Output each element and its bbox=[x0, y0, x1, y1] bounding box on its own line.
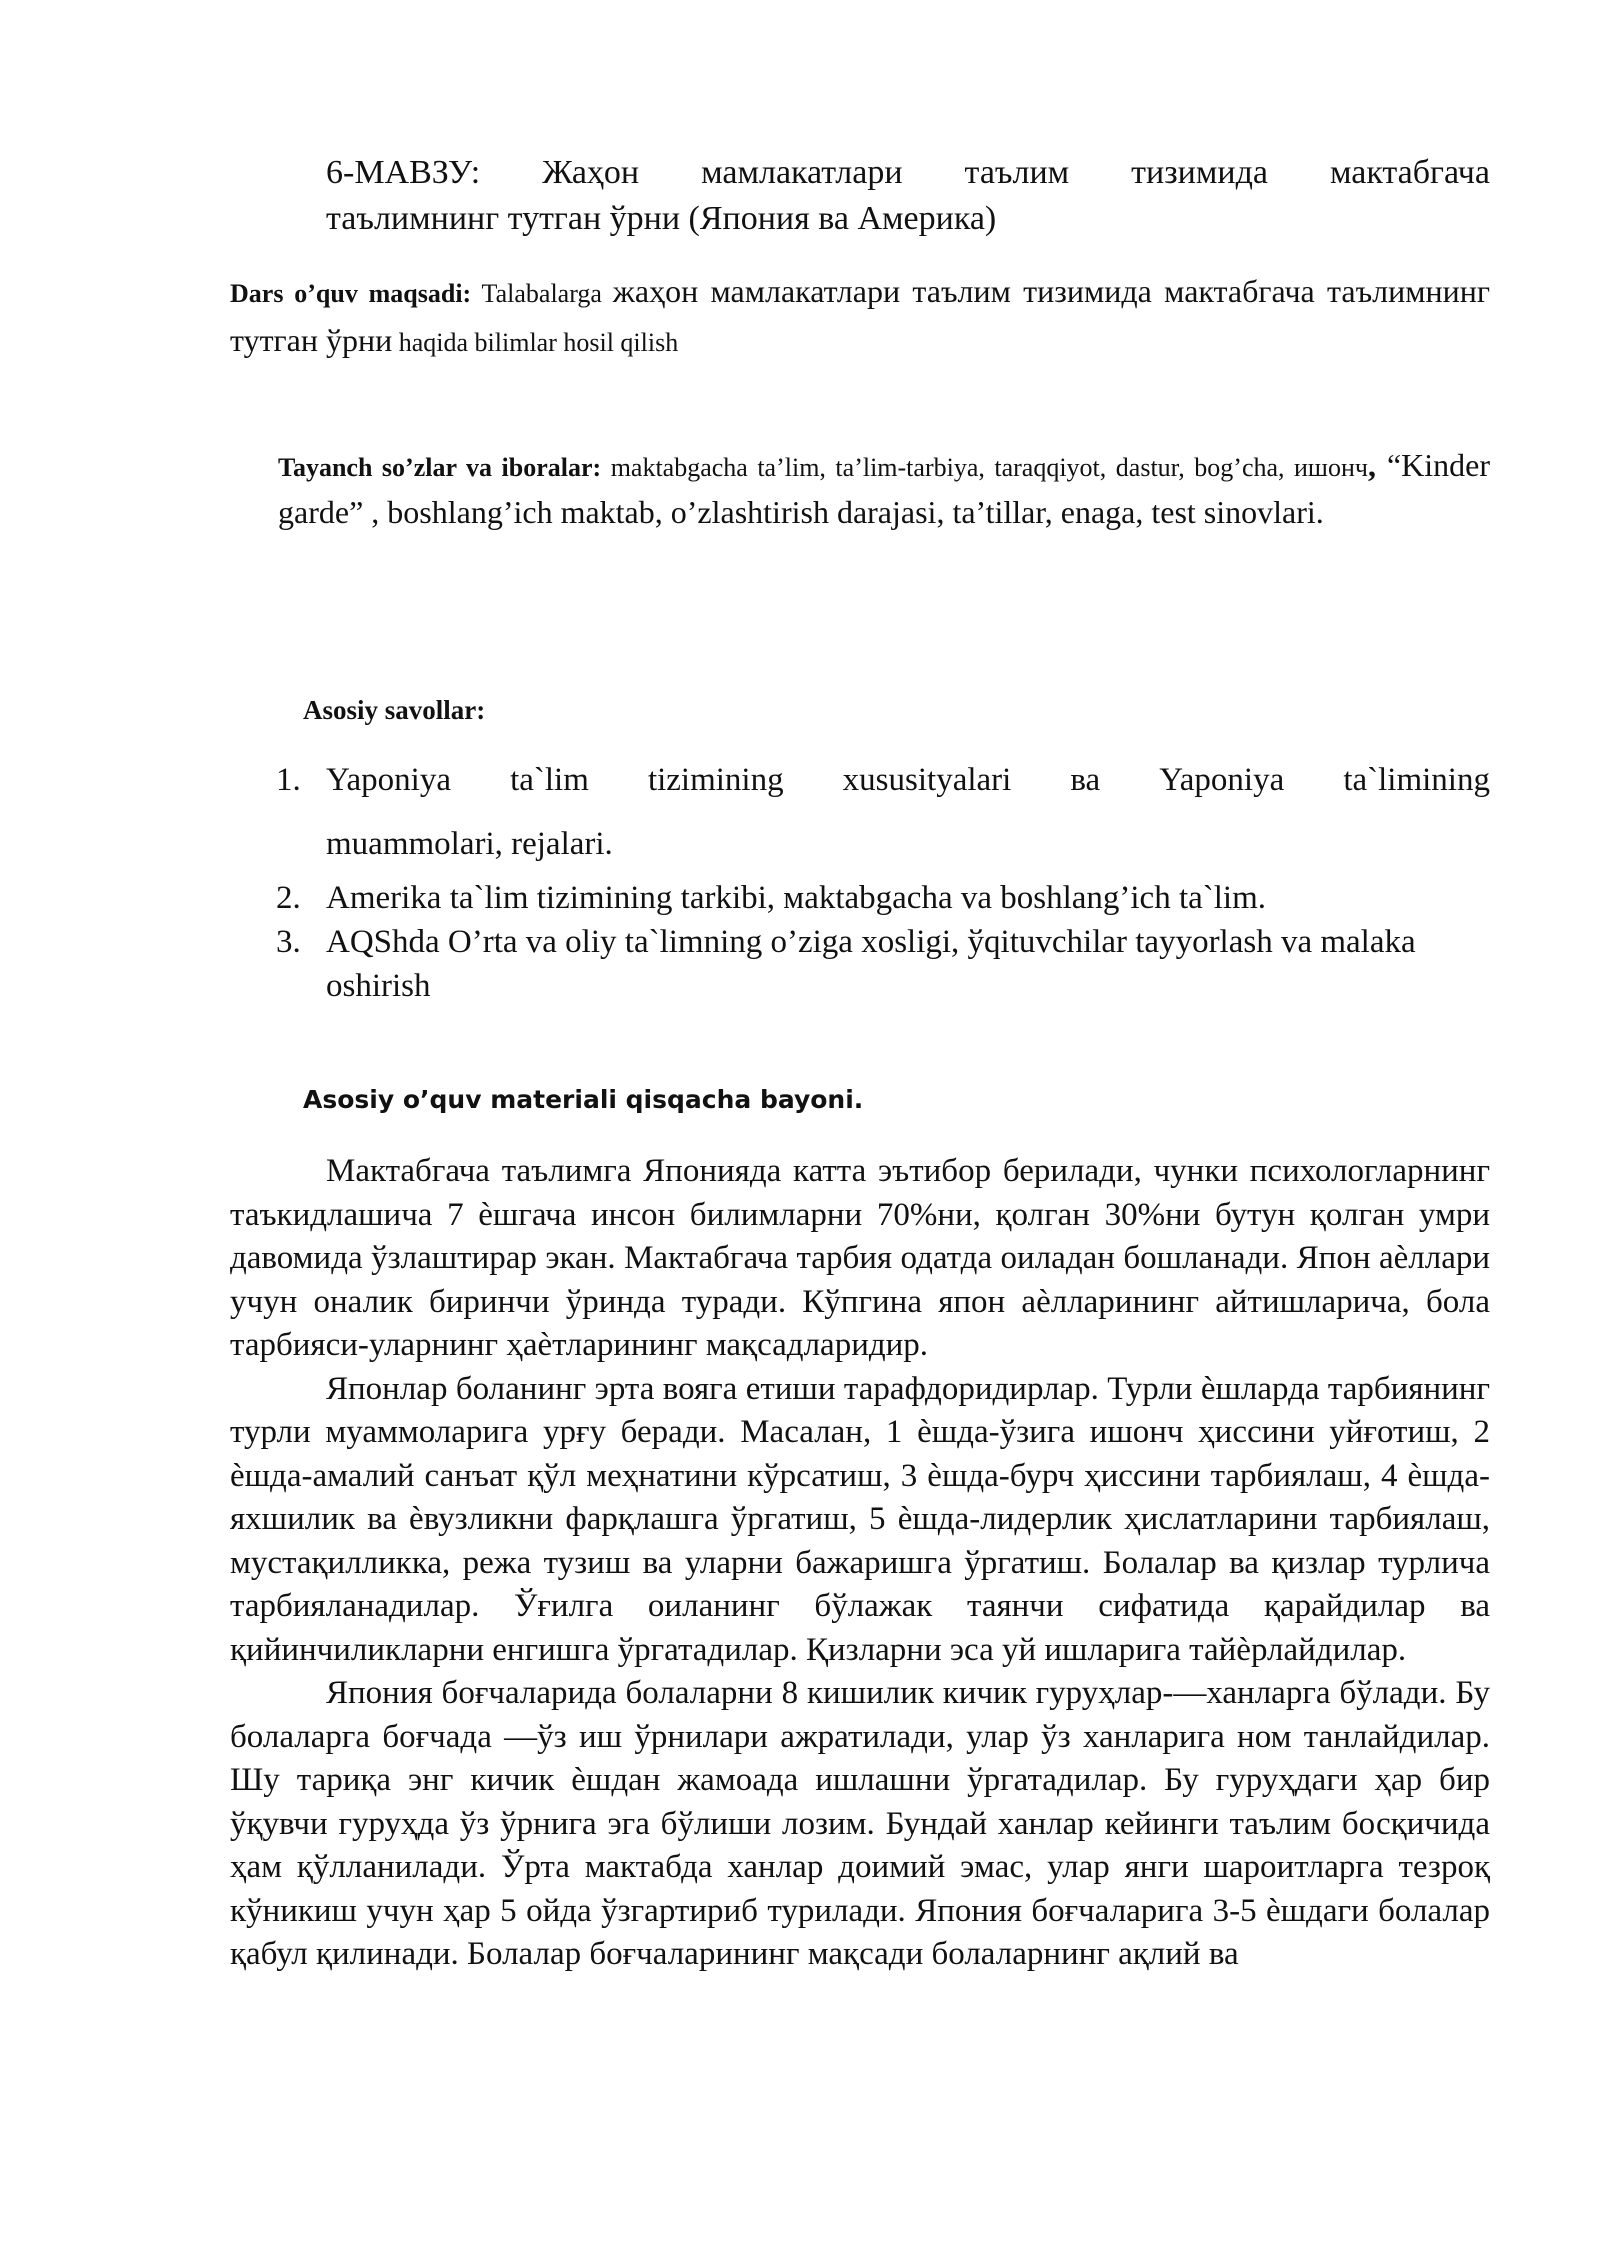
question-text bbox=[326, 748, 1490, 876]
question-word: Yaponiya bbox=[326, 762, 451, 798]
question-number: 1. bbox=[276, 762, 301, 798]
lesson-goal-label: Dars o’quv maqsadi: bbox=[230, 279, 472, 308]
keywords-text-small: maktabgacha ta’lim, ta’lim-tarbiya, taraqqiyot, dastur, bog’cha, ишонч bbox=[601, 453, 1368, 482]
question-item bbox=[276, 920, 1490, 1008]
question-line: muammolari, rejalari. bbox=[326, 826, 613, 862]
questions-heading: Asosiy savollar: bbox=[303, 695, 486, 725]
question-word: xususityalari bbox=[842, 762, 1012, 798]
questions-list bbox=[276, 748, 1490, 1008]
title-word: таълим bbox=[964, 154, 1070, 191]
question-text: Amerika ta`lim tizimining tarkibi, мaktabgacha va boshlang’ich ta`lim. bbox=[326, 880, 1267, 916]
question-word: ta`limining bbox=[1343, 762, 1490, 798]
question-word: Yaponiya bbox=[1159, 762, 1285, 798]
question-number: 3. bbox=[276, 924, 301, 960]
question-item bbox=[276, 748, 1490, 876]
lesson-goal-text-c: haqida bilimlar hosil qilish bbox=[392, 328, 679, 357]
material-heading: Asosiy o’quv materiali qisqacha bayoni. bbox=[303, 1085, 864, 1114]
title-word: мактабгача bbox=[1329, 154, 1490, 191]
question-word: tizimining bbox=[647, 762, 784, 798]
lesson-goal-text-b: жаҳон мамлакатлари таълим тизимида мактабгача таълимнинг тутган ўрни bbox=[230, 273, 1491, 358]
question-text: AQShda O’rta va oliy ta`limning o’ziga xosligi, ўqituvchilar tayyorlash va malaka oshirish bbox=[326, 924, 1416, 1004]
title-word: мамлакатлари bbox=[701, 154, 903, 191]
material-body bbox=[230, 1150, 1490, 1977]
keywords-comma: , bbox=[1367, 447, 1376, 483]
body-paragraph: Мактабгача таълимга Японияда катта эътибор берилади, чунки психологларнинг таъкидлашича 7 ѐшгача инсон билимларни 70%ни, қолган 30%ни бутун қолган умри давомида ўзлаштирар экан. Мактабгача тарбия одатда оиладан бошланади. Япон аѐллари учун оналик биринчи ўринда туради. Кўпгина япон аѐлларининг айтишларича, бола тарбияси-уларнинг ҳаѐтларининг мақсадларидир. bbox=[230, 1153, 1490, 1363]
topic-title bbox=[326, 150, 1490, 242]
body-paragraph: Японлар боланинг эрта вояга етиши тарафдоридирлар. Турли ѐшларда тарбиянинг турли муаммоларига урғу беради. Масалан, 1 ѐшда-ўзига ишонч ҳиссини уйғотиш, 2 ѐшда-амалий санъат қўл меҳнатини кўрсатиш, 3 ѐшда-бурч ҳиссини тарбиялаш, 4 ѐшда-яхшилик ва ѐвузликни фарқлашга ўргатиш, 5 ѐшда-лидерлик ҳислатларини тарбиялаш, мустақилликка, режа тузиш ва уларни бажаришга ўргатиш. Болалар ва қизлар турлича тарбияланадилар. Ўғилга оиланинг бўлажак таянчи сифатида қарайдилар ва қийинчиликларни енгишга ўргатадилар. Қизларни эса уй ишларига тайѐрлайдилар. bbox=[230, 1370, 1490, 1668]
title-word: 6-МАВЗУ: bbox=[326, 154, 481, 191]
keywords-section bbox=[278, 443, 1490, 537]
title-word: Жаҳон bbox=[542, 154, 640, 191]
title-word: тизимида bbox=[1131, 154, 1268, 191]
topic-title-line2: таълимнинг тутган ўрни (Япония ва Америка) bbox=[326, 200, 997, 237]
question-word: ва bbox=[1070, 762, 1101, 798]
lesson-goal-text-a: Talabalarga bbox=[471, 279, 613, 308]
lesson-goal bbox=[230, 268, 1490, 366]
topic-title-line1 bbox=[326, 150, 1490, 196]
question-line bbox=[326, 748, 1490, 812]
question-word: ta`lim bbox=[510, 762, 589, 798]
question-number: 2. bbox=[276, 880, 301, 916]
keywords-label: Tayanch so’zlar va iboralar: bbox=[278, 453, 602, 482]
body-paragraph: Япония боғчаларида болаларни 8 кишилик кичик гуруҳлар-—ханларга бўлади. Бу болаларга боғчада —ўз иш ўрнилари ажратилади, улар ўз ханларига ном танлайдилар. Шу тариқа энг кичик ѐшдан жамоада ишлашни ўргатадилар. Бу гуруҳдаги ҳар бир ўқувчи гуруҳда ўз ўрнига эга бўлиши лозим. Бундай ханлар кейинги таълим босқичида ҳам қўлланилади. Ўрта мактабда ханлар доимий эмас, улар янги шароитларга тезроқ кўникиш учун ҳар 5 ойда ўзгартириб турилади. Япония боғчаларига 3-5 ѐшдаги болалар қабул қилинади. Болалар боғчаларининг мақсади болаларнинг ақлий ва bbox=[230, 1675, 1490, 1972]
keywords-text-big: “Kinder garde” , boshlang’ich maktab, o’zlashtirish darajasi, ta’tillar, enaga, test sinovlari. bbox=[278, 447, 1491, 530]
question-item bbox=[276, 876, 1490, 920]
